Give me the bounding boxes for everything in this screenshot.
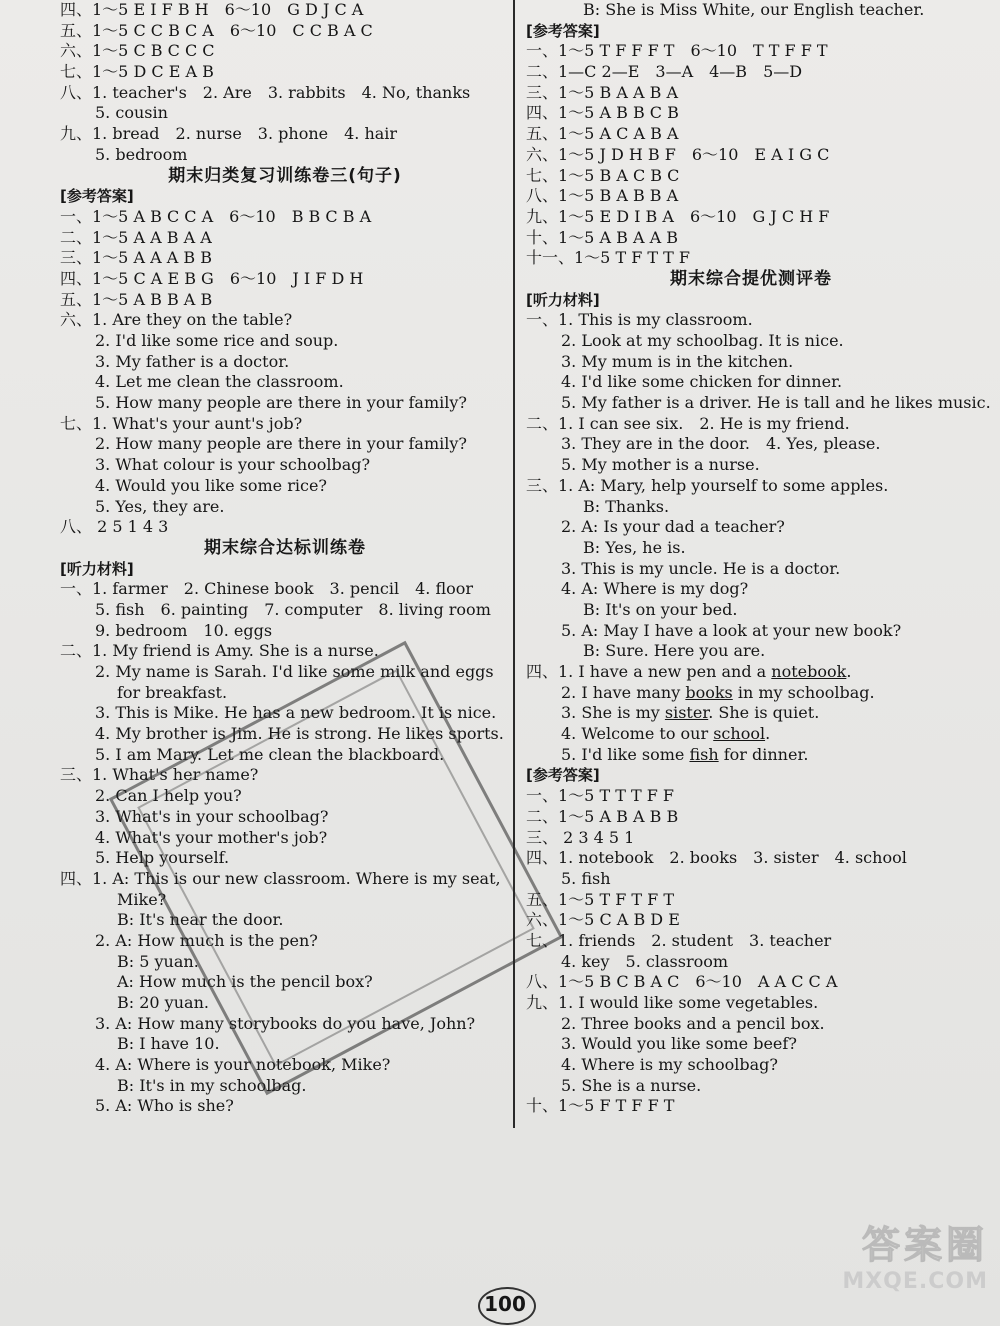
- answer-line: [526, 869, 976, 890]
- item-text: Mike?: [117, 889, 167, 909]
- answer-line: 4. Let me clean the classroom.: [95, 372, 344, 392]
- item-text: 2. Three books and a pencil box.: [561, 1013, 825, 1033]
- section-title: 期末综合提优测评卷: [670, 268, 832, 289]
- listening-line: [60, 807, 510, 828]
- answer-line: [526, 848, 976, 869]
- answer-line: [60, 21, 510, 42]
- item-text: in my schoolbag.: [732, 682, 875, 702]
- listening-line: [60, 869, 510, 890]
- item-text: A: How much is the pencil box?: [117, 972, 373, 992]
- item-text: 2 3 4 5 1: [563, 827, 635, 847]
- item-text: B A A B A: [599, 82, 678, 102]
- answer-line: [526, 228, 976, 249]
- item-number: 七、1.: [526, 930, 574, 950]
- listening-line: [526, 662, 976, 683]
- answer-line: [60, 62, 510, 83]
- item-text: I can see six. 2. He is my friend.: [578, 413, 850, 433]
- answer-line: [526, 952, 976, 973]
- item-number: 四、1.: [526, 848, 574, 868]
- listening-line: [60, 765, 510, 786]
- item-text: My friend is Amy. She is a nurse.: [112, 641, 379, 661]
- item-number: 四、1～5: [60, 0, 129, 19]
- item-text: B C B A C 6～10 A A C C A: [599, 972, 838, 992]
- listening-line: [526, 414, 976, 435]
- answer-line: [526, 103, 976, 124]
- section-title: 期末归类复习训练卷三(句子): [168, 165, 402, 186]
- listening-line: [526, 621, 976, 642]
- item-text: C A B D E: [599, 910, 680, 930]
- listening-line: [60, 683, 510, 704]
- listening-line: [60, 1034, 510, 1055]
- item-number: 一、1～5: [526, 786, 595, 806]
- item-text: B: 20 yuan.: [117, 993, 209, 1012]
- item-text: 5. fish: [561, 868, 611, 888]
- item-number: 三、1.: [60, 765, 108, 785]
- item-text: .: [765, 724, 771, 744]
- listening-line: [60, 579, 510, 600]
- item-text: 4. A: Where is my dog?: [561, 579, 749, 599]
- item-number: 一、1.: [60, 579, 108, 599]
- item-text: B: It's in my schoolbag.: [117, 1075, 307, 1095]
- item-text: B A C B C: [599, 165, 680, 185]
- listening-line: [60, 890, 510, 911]
- item-number: 九、1.: [526, 993, 574, 1012]
- listening-line: [526, 703, 976, 724]
- item-text: I would like some vegetables.: [578, 993, 819, 1012]
- item-text: notebook 2. books 3. sister 4. school: [578, 848, 907, 868]
- listening-line: [526, 455, 976, 476]
- answer-line: 5. Yes, they are.: [95, 496, 225, 516]
- answer-line: [526, 993, 976, 1014]
- answer-line: [60, 310, 510, 331]
- item-number: 二、1—C: [526, 62, 597, 82]
- answer-line: 3. My father is a doctor.: [95, 351, 290, 371]
- item-text: A B A B B: [599, 806, 679, 826]
- answer-line: 2. How many people are there in your family?: [95, 434, 467, 454]
- item-number: 三、1～5: [60, 248, 129, 268]
- item-text: B: I have 10.: [117, 1034, 220, 1054]
- item-number: 六、1～5: [60, 41, 129, 61]
- section-heading: [听力材料]: [526, 290, 600, 309]
- section-heading: [听力材料]: [60, 559, 134, 578]
- item-text: 5. A: Who is she?: [95, 1096, 234, 1116]
- answer-line: [60, 517, 510, 538]
- item-number: 一、1～5: [60, 206, 129, 226]
- item-text: C C B C A 6～10 C C B A C: [133, 20, 373, 40]
- item-text: Are they on the table?: [112, 310, 293, 330]
- item-text: What's her name?: [112, 765, 259, 785]
- answer-line: [60, 248, 510, 269]
- item-text: farmer 2. Chinese book 3. pencil 4. floor: [112, 579, 474, 599]
- underlined-word: fish: [689, 744, 719, 764]
- item-text: C B C C C: [133, 41, 215, 61]
- item-text: T T T F F: [599, 786, 675, 806]
- listening-line: [526, 600, 976, 621]
- item-text: 2. A: How much is the pen?: [95, 930, 318, 950]
- item-text: J D H B F 6～10 E A I G C: [599, 144, 830, 164]
- listening-line: [60, 786, 510, 807]
- section-title: 期末综合达标训练卷: [204, 537, 366, 558]
- item-text: B: It's on your bed.: [583, 599, 738, 619]
- listening-line: [60, 703, 510, 724]
- item-text: for breakfast.: [117, 682, 228, 702]
- listening-line: [60, 828, 510, 849]
- listening-line: [526, 476, 976, 497]
- item-number: 八、1～5: [526, 186, 595, 206]
- item-text: C A E B G 6～10 J I F D H: [133, 268, 364, 288]
- item-text: 9. bedroom 10. eggs: [95, 620, 273, 640]
- answer-line: [526, 972, 976, 993]
- item-number: 二、1～5: [526, 806, 595, 826]
- item-text: 4. My brother is Jim. He is strong. He likes sports.: [95, 724, 504, 744]
- item-text: E D I B A 6～10 G J C H F: [599, 206, 830, 226]
- answer-line: [526, 1076, 976, 1097]
- item-text: B: 5 yuan.: [117, 951, 199, 971]
- item-text: .: [846, 662, 852, 681]
- underlined-word: books: [685, 682, 733, 702]
- listening-line: [60, 621, 510, 642]
- item-text: A B A A B: [599, 227, 678, 247]
- listening-line: [60, 910, 510, 931]
- item-number: 八、1～5: [526, 972, 595, 992]
- answer-line: 5. How many people are there in your family?: [95, 393, 467, 413]
- item-text: B: It's near the door.: [117, 910, 284, 930]
- answer-line: [526, 931, 976, 952]
- item-text: D C E A B: [133, 62, 214, 82]
- item-text: F T F F T: [599, 1096, 675, 1116]
- answer-line: [526, 1014, 976, 1035]
- item-text: B: Sure. Here you are.: [583, 641, 766, 661]
- item-text: 2. My name is Sarah. I'd like some milk and eggs: [95, 662, 494, 681]
- item-text: 4. Where is my schoolbag?: [561, 1055, 778, 1075]
- listening-line: [60, 972, 510, 993]
- item-text: A C A B A: [599, 124, 679, 144]
- item-text: A B B A B: [133, 289, 213, 309]
- item-number: 五、1～5: [526, 124, 595, 144]
- item-number: 十、1～5: [526, 227, 595, 247]
- item-text: 2 5 1 4 3: [97, 517, 169, 537]
- item-text: 4. A: Where is your notebook, Mike?: [95, 1055, 391, 1075]
- answer-line: [526, 1055, 976, 1076]
- item-text: 5. A: May I have a look at your new book?: [561, 620, 902, 640]
- item-number: 三、: [526, 827, 559, 847]
- item-number: 八、1.: [60, 82, 108, 102]
- answer-line: [526, 807, 976, 828]
- item-number: 五、1～5: [60, 20, 129, 40]
- answer-line: [526, 910, 976, 931]
- underlined-word: notebook: [771, 662, 847, 681]
- item-text: 4. Welcome to our: [561, 724, 714, 744]
- page-number: 100: [470, 1283, 540, 1323]
- item-text: E I F B H 6～10 G D J C A: [133, 0, 364, 19]
- item-text: 3. She is my: [561, 703, 665, 723]
- answer-line: [526, 186, 976, 207]
- item-text: T F T T F: [615, 248, 691, 268]
- listening-line: [526, 393, 991, 414]
- item-text: T F F F T 6～10 T T F F T: [599, 41, 828, 61]
- listening-line: [526, 352, 976, 373]
- answer-line: [526, 786, 976, 807]
- section-heading: [参考答案]: [526, 766, 600, 785]
- item-text: 3. They are in the door. 4. Yes, please.: [561, 434, 881, 454]
- item-text: B: Yes, he is.: [583, 537, 686, 557]
- listening-line: [526, 745, 976, 766]
- item-text: 5. bedroom: [95, 144, 188, 164]
- answer-line: [60, 145, 510, 166]
- item-text: 5. I'd like some: [561, 744, 690, 764]
- item-number: 四、1～5: [60, 268, 129, 288]
- answer-line: 2. I'd like some rice and soup.: [95, 331, 339, 350]
- section-heading: [参考答案]: [60, 187, 134, 206]
- answer-line: [526, 1096, 976, 1117]
- underlined-word: school: [713, 724, 766, 744]
- listening-line: [526, 724, 976, 745]
- item-number: 一、1.: [526, 310, 574, 330]
- item-number: 九、1～5: [526, 206, 595, 226]
- item-number: 五、1～5: [60, 289, 129, 309]
- item-number: 十、1～5: [526, 1096, 595, 1116]
- item-text: What's your aunt's job?: [112, 413, 303, 433]
- listening-line: [526, 372, 976, 393]
- item-text: bread 2. nurse 3. phone 4. hair: [112, 124, 398, 144]
- item-number: 七、1.: [60, 413, 108, 433]
- answer-line: [60, 83, 510, 104]
- item-text: A: Mary, help yourself to some apples.: [578, 475, 889, 495]
- answer-line: [526, 828, 976, 849]
- listening-line: [526, 579, 976, 600]
- listening-line: [526, 683, 976, 704]
- item-text: 2. A: Is your dad a teacher?: [561, 517, 785, 537]
- item-number: 四、1.: [526, 662, 574, 681]
- section-heading: [参考答案]: [526, 21, 600, 40]
- item-number: 四、1～5: [526, 103, 595, 123]
- item-number: 九、1.: [60, 124, 108, 144]
- item-text: for dinner.: [718, 744, 809, 764]
- listening-line: [526, 641, 976, 662]
- item-number: 二、1.: [60, 641, 108, 661]
- item-text: 5. cousin: [95, 103, 168, 123]
- item-text: 3. My mum is in the kitchen.: [561, 351, 794, 371]
- item-number: 六、1～5: [526, 144, 595, 164]
- item-number: 八、: [60, 517, 93, 537]
- item-number: 七、1～5: [60, 62, 129, 82]
- item-text: 3. Would you like some beef?: [561, 1034, 797, 1054]
- answer-line: [526, 124, 976, 145]
- item-text: A B B C B: [599, 103, 679, 123]
- item-number: 一、1～5: [526, 41, 595, 61]
- answer-line: [526, 1034, 976, 1055]
- listening-line: [526, 497, 976, 518]
- item-number: 三、1.: [526, 475, 574, 495]
- listening-line: [60, 1014, 510, 1035]
- item-text: 2. I have many: [561, 682, 686, 702]
- listening-line: [60, 745, 510, 766]
- listening-line: [60, 952, 510, 973]
- right-column: [526, 0, 991, 1117]
- listening-line: [60, 641, 510, 662]
- listening-line: [60, 1096, 510, 1117]
- item-text: . She is quiet.: [708, 703, 820, 723]
- answer-line: 4. Would you like some rice?: [95, 475, 327, 495]
- item-number: 四、1.: [60, 868, 108, 888]
- listening-line: [60, 662, 510, 683]
- listening-line: [60, 993, 510, 1014]
- item-text: 3. This is my uncle. He is a doctor.: [561, 558, 841, 578]
- item-text: A A B A A: [133, 227, 212, 247]
- listening-line: [526, 0, 976, 21]
- item-text: A A A B B: [133, 248, 212, 268]
- answer-line: [526, 62, 976, 83]
- item-text: 4. key 5. classroom: [561, 951, 729, 971]
- item-text: B A B B A: [599, 186, 679, 206]
- answer-line: [526, 83, 976, 104]
- listening-line: [60, 1055, 510, 1076]
- answer-line: [60, 228, 510, 249]
- item-number: 六、1～5: [526, 910, 595, 930]
- listening-line: [526, 559, 976, 580]
- listening-line: [60, 724, 510, 745]
- column-divider: [513, 0, 515, 1128]
- item-text: 2. Can I help you?: [95, 786, 242, 806]
- answer-line: 3. What colour is your schoolbag?: [95, 455, 371, 475]
- item-text: 5. Help yourself.: [95, 848, 230, 868]
- watermark-logo: 答案圈 MXQE.COM: [842, 1223, 988, 1294]
- listening-line: [526, 331, 976, 352]
- answer-line: [60, 103, 510, 124]
- listening-line: [60, 600, 510, 621]
- answer-line: [526, 41, 976, 62]
- listening-line: [60, 848, 510, 869]
- answer-line: [526, 166, 976, 187]
- item-text: T F T F T: [599, 889, 675, 909]
- item-number: 七、1～5: [526, 165, 595, 185]
- item-text: 5. fish 6. painting 7. computer 8. living room: [95, 599, 491, 619]
- item-text: 2. Look at my schoolbag. It is nice.: [561, 331, 844, 350]
- left-column: [60, 0, 510, 1117]
- listening-line: [526, 310, 976, 331]
- listening-line: [526, 434, 976, 455]
- item-number: 三、1～5: [526, 82, 595, 102]
- answer-line: [526, 145, 976, 166]
- item-text: friends 2. student 3. teacher: [578, 930, 832, 950]
- listening-line: [526, 538, 976, 559]
- answer-line: [60, 290, 510, 311]
- item-text: A B C C A 6～10 B B C B A: [133, 206, 372, 226]
- underlined-word: sister: [664, 703, 709, 723]
- item-text: I have a new pen and a: [578, 662, 772, 681]
- item-number: 二、1～5: [60, 227, 129, 247]
- item-text: 4. I'd like some chicken for dinner.: [561, 372, 843, 392]
- answer-line: [60, 207, 510, 228]
- item-text: A: This is our new classroom. Where is my seat,: [112, 868, 501, 888]
- answer-line: [60, 41, 510, 62]
- item-text: 3. This is Mike. He has a new bedroom. It is nice.: [95, 703, 497, 723]
- item-text: B: Thanks.: [583, 496, 670, 516]
- item-number: 二、1.: [526, 413, 574, 433]
- item-number: 六、1.: [60, 310, 108, 330]
- item-number: 五、1～5: [526, 889, 595, 909]
- item-text: This is my classroom.: [578, 310, 753, 330]
- item-text: 3. A: How many storybooks do you have, John?: [95, 1013, 476, 1033]
- item-text: 4. What's your mother's job?: [95, 827, 328, 847]
- listening-line: [60, 1076, 510, 1097]
- answer-line: [60, 0, 510, 21]
- item-text: 5. She is a nurse.: [561, 1075, 702, 1095]
- answer-line: [526, 890, 976, 911]
- item-number: 十一、1～5: [526, 248, 611, 268]
- answer-line: [60, 269, 510, 290]
- item-text: 2—E 3—A 4—B 5—D: [601, 62, 803, 82]
- item-text: 5. My mother is a nurse.: [561, 455, 760, 475]
- item-text: 5. My father is a driver. He is tall and he likes music.: [561, 393, 991, 413]
- item-text: 3. What's in your schoolbag?: [95, 806, 329, 826]
- listening-line: [526, 517, 976, 538]
- item-text: 5. I am Mary. Let me clean the blackboard.: [95, 744, 445, 764]
- item-text: teacher's 2. Are 3. rabbits 4. No, thanks: [112, 82, 471, 102]
- answer-line: [526, 248, 976, 269]
- answer-line: [60, 414, 510, 435]
- item-text: B: She is Miss White, our English teacher.: [583, 0, 925, 19]
- listening-line: [60, 931, 510, 952]
- answer-line: [526, 207, 976, 228]
- answer-line: [60, 124, 510, 145]
